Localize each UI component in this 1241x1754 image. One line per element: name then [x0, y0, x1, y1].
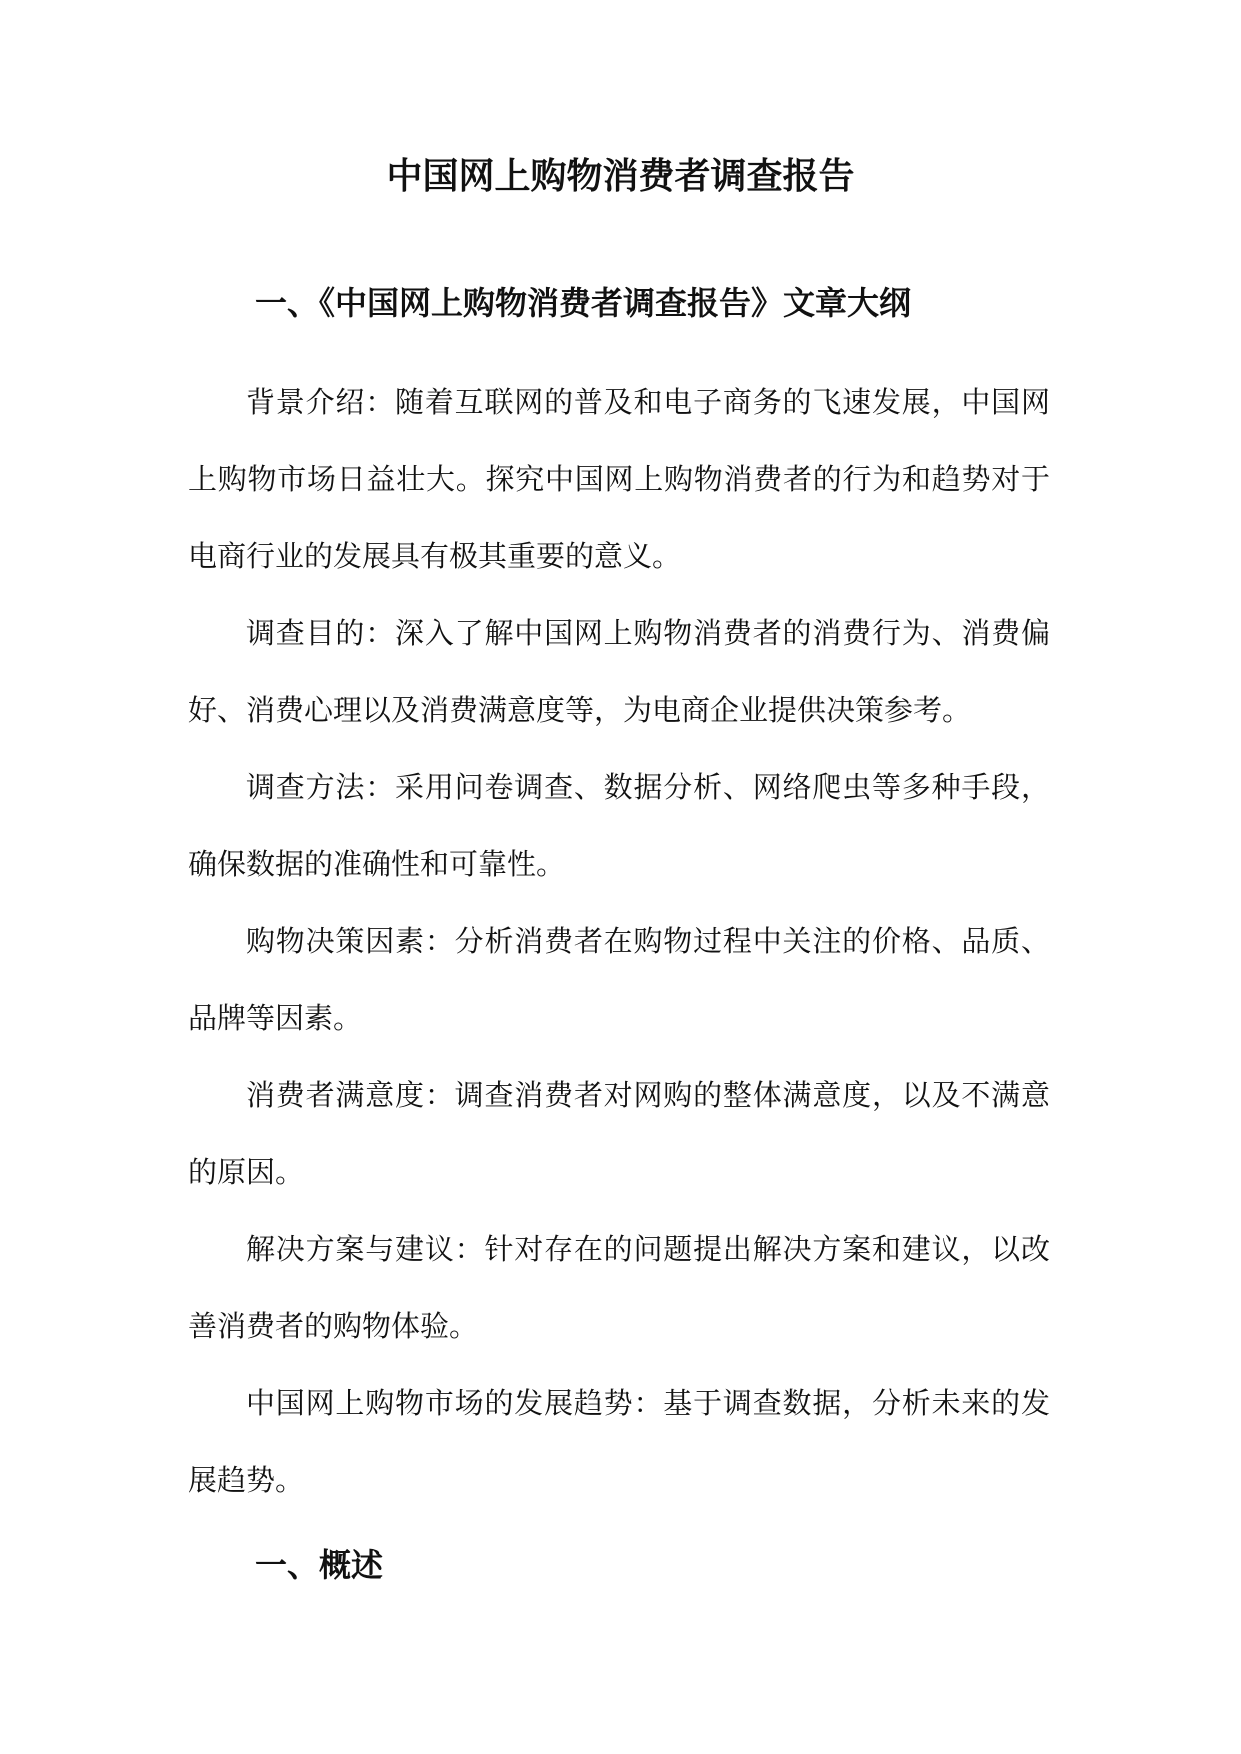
outline-body [188, 364, 1050, 1519]
paragraph-decision-factors: 购物决策因素：分析消费者在购物过程中关注的价格、品质、品牌等因素。 [188, 924, 1050, 1035]
section-heading-outline: 一、《中国网上购物消费者调查报告》文章大纲 [255, 284, 912, 322]
paragraph-method: 调查方法：采用问卷调查、数据分析、网络爬虫等多种手段，确保数据的准确性和可靠性。 [188, 770, 1050, 881]
paragraph-background: 背景介绍：随着互联网的普及和电子商务的飞速发展，中国网上购物市场日益壮大。探究中国网上购物消费者的行为和趋势对于电商行业的发展具有极其重要的意义。 [188, 385, 1050, 573]
paragraph-satisfaction: 消费者满意度：调查消费者对网购的整体满意度，以及不满意的原因。 [188, 1078, 1050, 1189]
paragraph-solutions: 解决方案与建议：针对存在的问题提出解决方案和建议，以改善消费者的购物体验。 [188, 1232, 1050, 1343]
paragraph-trends: 中国网上购物市场的发展趋势：基于调查数据，分析未来的发展趋势。 [188, 1386, 1050, 1497]
section-heading-overview: 一、概述 [255, 1546, 384, 1584]
paragraph-purpose: 调查目的：深入了解中国网上购物消费者的消费行为、消费偏好、消费心理以及消费满意度等，为电商企业提供决策参考。 [188, 616, 1050, 727]
document-title: 中国网上购物消费者调查报告 [386, 155, 855, 197]
